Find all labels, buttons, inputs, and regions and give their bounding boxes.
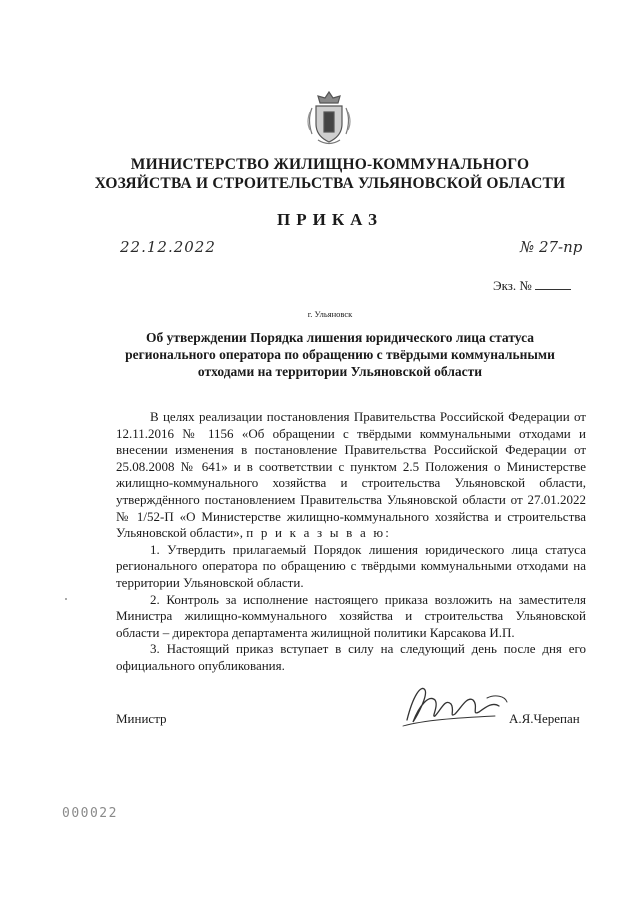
order-body: [116, 409, 586, 675]
preamble-paragraph: [116, 409, 586, 542]
order-subject-line1: Об утверждении Порядка лишения юридического лица статуса: [145, 330, 535, 345]
order-item-3: 3. Настоящий приказ вступает в силу на следующий день после дня его официального опубликования.: [116, 641, 586, 673]
order-subject-line2: регионального оператора по обращению с твёрдыми коммунальными: [125, 347, 555, 362]
ministry-name-line1: МИНИСТЕРСТВО ЖИЛИЩНО-КОММУНАЛЬНОГО: [130, 156, 530, 173]
copy-number-label: Экз. №: [493, 278, 532, 293]
signatory-name: А.Я.Черепан: [509, 711, 580, 726]
document-serial-number: 000022: [62, 806, 118, 821]
signatory-position: Министр: [116, 711, 167, 726]
order-subject-line3: отходами на территории Ульяновской области: [197, 364, 483, 379]
ulyanovsk-coat-of-arms-icon: [304, 90, 354, 148]
preamble-text: В целях реализации постановления Правительства Российской Федерации от 12.11.2016 № 1156 «Об обращении с твёрдыми коммунальными отходами и внесении изменения в постановление Правительства Российской Федерации от 25.08.2008 № 641» и в соответствии с пунктом 2.5 Положения о Министерстве жилищно-коммунального хозяйства и строительства Ульяновской области, утверждённого постановлением Правительства Ульяновской области от 27.01.2022 № 1/52-П «О Министерстве жилищно-коммунального хозяйства и строительства Ульяновской области»,: [116, 409, 586, 541]
copy-number: [493, 277, 571, 294]
order-item-1: 1. Утвердить прилагаемый Порядок лишения юридического лица статуса регионального оператора по обращению с твёрдыми коммунальными отходами на территории Ульяновской области.: [116, 541, 586, 590]
order-subject: [120, 329, 560, 380]
scan-artifact: [65, 598, 67, 600]
copy-number-blank: [535, 277, 571, 290]
order-item-2: 2. Контроль за исполнение настоящего приказа возложить на заместителя Министра жилищно-коммунального хозяйства и строительства Ульяновской области – директора департамента жилищной политики Карсакова И.П.: [116, 591, 586, 640]
handwritten-signature: [395, 676, 515, 736]
ministry-name-line2: ХОЗЯЙСТВА И СТРОИТЕЛЬСТВА УЛЬЯНОВСКОЙ ОБЛАСТИ: [94, 175, 566, 192]
order-date: 22.12.2022: [120, 238, 216, 256]
order-number: № 27-пр: [520, 238, 583, 256]
document-type-heading: ПРИКАЗ: [277, 210, 383, 229]
city-label: г. Ульяновск: [307, 309, 353, 319]
order-word: п р и к а з ы в а ю:: [246, 525, 392, 541]
ministry-name: [60, 155, 600, 193]
